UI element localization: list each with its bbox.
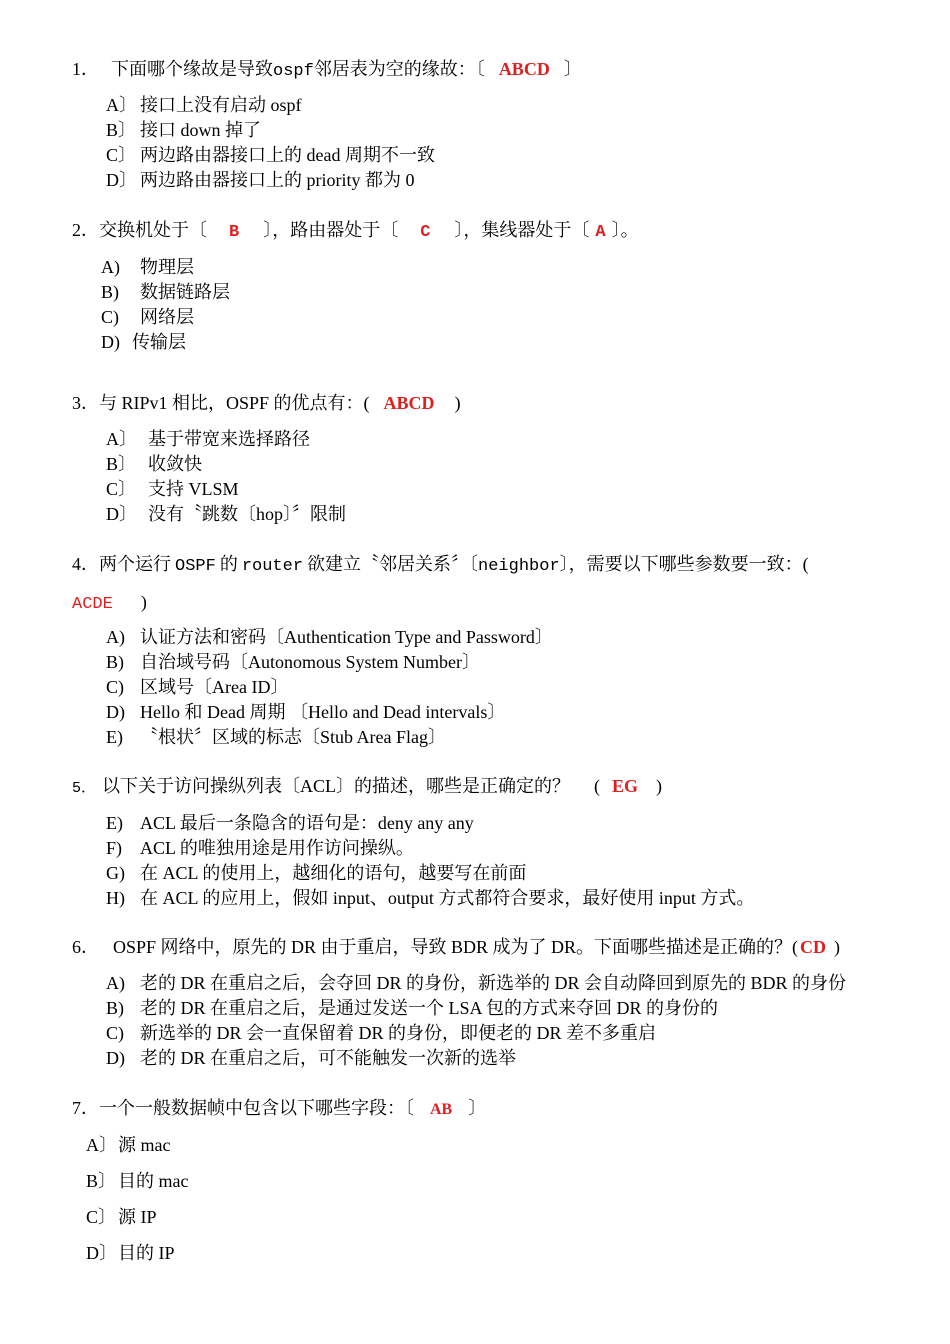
answer-key: EG [612,776,639,796]
answer-key: AB [430,1101,453,1118]
question-2-stem: 2．交换机处于〔 B 〕，路由器处于〔 C 〕，集线器处于〔 A 〕。 [72,220,639,242]
question-6-stem: 6． OSPF 网络中，原先的 DR 由于重启，导致 BDR 成为了 DR。下面哪些描述是正确的？( CD ) [72,937,841,957]
option: A) 认证方法和密码〔Authentication Type and Password〕 [106,627,553,647]
question-number: 6． [72,937,99,957]
option: B) 自治域号码〔Autonomous System Number〕 [106,652,480,672]
option: C〕 支持 VLSM [106,479,239,499]
option: B) 老的 DR 在重启之后，是通过发送一个 LSA 包的方式来夺回 DR 的身份的 [106,998,719,1018]
option: C) 区域号〔Area ID〕 [106,677,289,697]
question-7-stem: 7．一个一般数据帧中包含以下哪些字段：〔 AB 〕 [72,1098,487,1118]
answer-key: B [229,223,240,242]
option: F) ACL 的唯独用途是用作访问操纵。 [106,838,414,858]
option: A〕源 mac [86,1135,171,1155]
option: D〕目的 IP [86,1243,175,1263]
option: E) 〝根状〞区域的标志〔Stub Area Flag〕 [106,727,446,747]
question-4-answer-line: ACDE ) [72,592,147,614]
question-number: 7． [72,1098,99,1118]
question-number: 1． [72,59,99,79]
answer-key: C [420,223,431,242]
option: H) 在 ACL 的应用上，假如 input、output 方式都符合要求，最好使用 input 方式。 [106,888,755,908]
option: B〕 目的 mac [86,1171,189,1191]
option: C〕 源 IP [86,1207,157,1227]
option: A) 老的 DR 在重启之后，会夺回 DR 的身份，新选举的 DR 会自动降回到原先的 BDR 的身份 [106,973,847,993]
answer-key: CD [800,937,827,957]
option: D〕 两边路由器接口上的 priority 都为 0 [106,170,415,190]
option: D〕 没有〝跳数〔hop〕〞限制 [106,504,346,524]
option: C) 新选举的 DR 会一直保留着 DR 的身份，即便老的 DR 差不多重启 [106,1023,657,1043]
option: C〕 两边路由器接口上的 dead 周期不一致 [106,145,435,165]
option: B〕 接口 down 掉了 [106,120,261,140]
option: B〕 收敛快 [106,454,202,474]
option: D) 老的 DR 在重启之后，可不能触发一次新的选举 [106,1048,517,1068]
question-number: 3． [72,393,99,413]
question-1-stem: 1． 下面哪个缘故是导致ospf邻居表为空的缘故：〔 ABCD 〕 [72,59,582,81]
question-number: 5． [72,780,97,797]
answer-key: ABCD [498,59,550,79]
option: G) 在 ACL 的使用上，越细化的语句，越要写在前面 [106,863,527,883]
answer-key: ABCD [383,393,435,413]
option: E) ACL 最后一条隐含的语句是：deny any any [106,813,474,833]
question-3-stem: 3．与 RIPv1 相比，OSPF 的优点有：( ABCD ) [72,393,461,413]
question-5-stem: 5． 以下关于访问操纵列表〔ACL〕的描述，哪些是正确定的？ ( EG ) [72,776,663,797]
answer-key: A [595,223,606,242]
option: A) 物理层 [101,257,194,277]
option: A〕 接口上没有启动 ospf [106,95,302,115]
option: A〕 基于带宽来选择路径 [106,429,310,449]
option: D) 传输层 [101,332,186,352]
option: C) 网络层 [101,307,194,327]
answer-key: ACDE [72,595,113,614]
question-number: 4． [72,554,99,574]
option: D) Hello 和 Dead 周期 〔Hello and Dead intervals〕 [106,702,506,722]
question-number: 2． [72,220,99,240]
option: B) 数据链路层 [101,282,230,302]
question-4-stem: 4．两个运行 OSPF 的 router 欲建立〝邻居关系〞〔neighbor〕，需要以下哪些参数要一致：( [72,554,809,576]
